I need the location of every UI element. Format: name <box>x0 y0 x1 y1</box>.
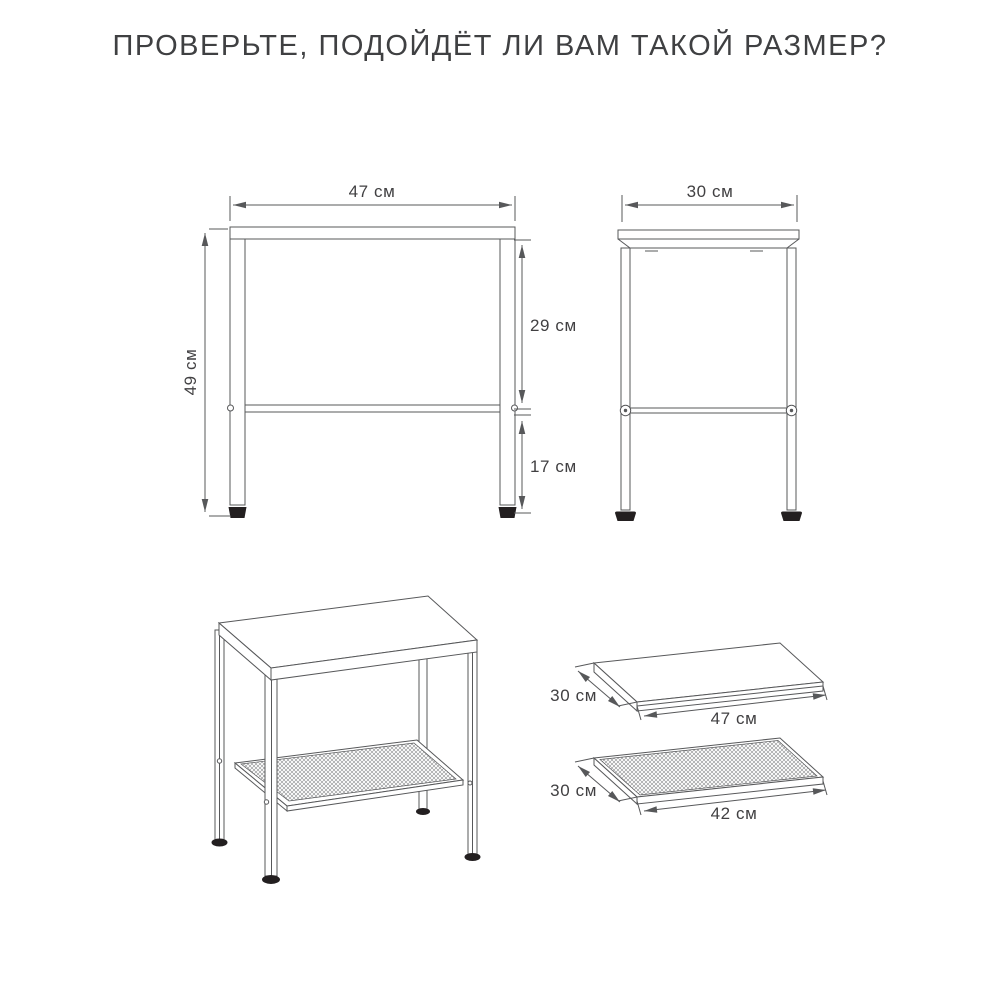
side-shelf-rail <box>630 408 787 413</box>
side-depth-dimension-label: 30 см <box>686 182 734 201</box>
front-view-drawing <box>181 182 577 518</box>
side-left-foot <box>615 512 636 522</box>
side-left-leg <box>621 248 630 510</box>
iso-front-screw <box>264 800 268 804</box>
tabletop-panel-drawing <box>550 643 827 728</box>
front-height-dimension-label: 49 см <box>181 348 200 396</box>
side-tabletop-chamfers <box>618 239 799 248</box>
side-view-drawing <box>615 182 802 521</box>
shelf-depth-dimension-label: 30 см <box>550 781 597 800</box>
iso-front-foot <box>262 875 280 884</box>
mesh-shelf-panel-drawing <box>550 738 827 823</box>
front-lower-gap-dimension-label: 17 см <box>530 457 577 476</box>
front-right-leg <box>500 239 515 505</box>
front-left-screw <box>228 405 234 411</box>
tabletop-depth-dimension-label: 30 см <box>550 686 597 705</box>
iso-right-screw <box>468 781 472 785</box>
front-height-witness-ticks <box>209 229 231 516</box>
front-left-foot <box>229 507 247 518</box>
iso-back-right-foot <box>416 808 430 815</box>
front-tabletop <box>230 227 515 239</box>
isometric-view-drawing <box>212 596 481 884</box>
iso-left-screw <box>217 759 221 763</box>
front-right-screw <box>512 405 518 411</box>
iso-back-left-foot <box>212 839 228 847</box>
side-right-foot <box>781 512 802 522</box>
side-tabletop <box>618 230 799 239</box>
side-right-screw-center <box>790 409 793 412</box>
shelf-width-dimension-label: 42 см <box>710 804 758 823</box>
front-shelf-rail <box>245 405 500 412</box>
page-title: ПРОВЕРЬТЕ, ПОДОЙДЁТ ЛИ ВАМ ТАКОЙ РАЗМЕР? <box>112 30 888 62</box>
side-right-leg <box>787 248 796 510</box>
front-upper-gap-dimension-label: 29 см <box>530 316 577 335</box>
tabletop-width-dimension-label: 47 см <box>710 709 758 728</box>
front-left-leg <box>230 239 245 505</box>
iso-right-foot <box>465 853 481 861</box>
front-right-foot <box>499 507 517 518</box>
side-left-screw-center <box>624 409 627 412</box>
front-width-dimension-label: 47 см <box>348 182 396 201</box>
